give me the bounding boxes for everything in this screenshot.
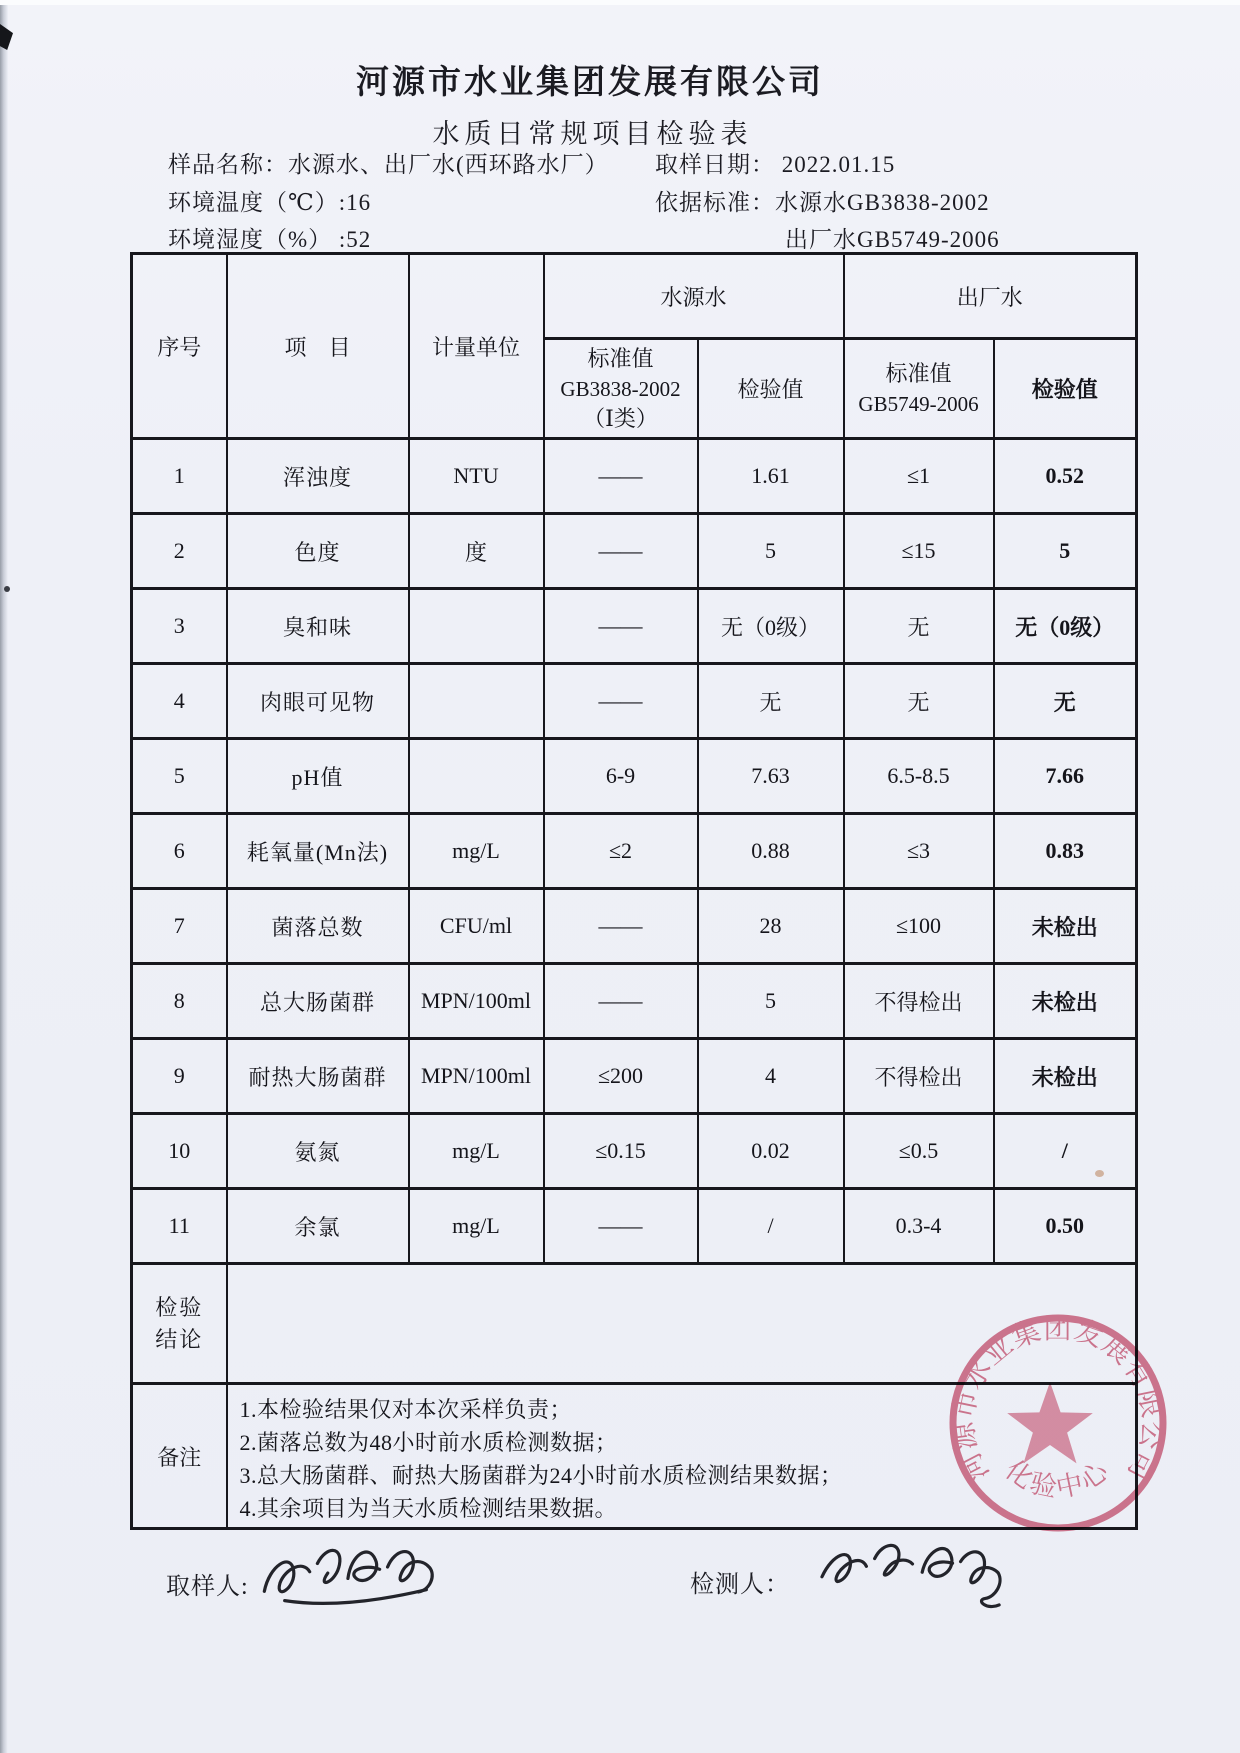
cell-out_val: 无 xyxy=(994,664,1137,739)
cell-out_val: 7.66 xyxy=(994,739,1137,814)
cell-item: 余氯 xyxy=(227,1189,409,1264)
cell-out_val: 未检出 xyxy=(994,964,1137,1039)
cell-out_std: 0.3-4 xyxy=(844,1189,994,1264)
cell-no: 3 xyxy=(132,589,227,664)
standard-line xyxy=(655,184,990,217)
cell-out_val: / xyxy=(994,1114,1137,1189)
cell-out_val: 未检出 xyxy=(994,1039,1137,1114)
table-row xyxy=(132,964,1137,1039)
cell-item: 肉眼可见物 xyxy=(227,664,409,739)
table-row xyxy=(132,664,1137,739)
cell-src_std: —— xyxy=(544,439,698,514)
cell-unit xyxy=(409,589,544,664)
document-title: 水质日常规项目检验表 xyxy=(432,119,753,149)
cell-src_val: 0.88 xyxy=(698,814,844,889)
cell-src_val: 无 xyxy=(698,664,844,739)
cell-out_val: 0.83 xyxy=(994,814,1137,889)
cell-out_std: 无 xyxy=(844,664,994,739)
cell-no: 4 xyxy=(132,664,227,739)
stamp-star xyxy=(1007,1382,1093,1463)
env-humidity-label: 环境湿度（%） xyxy=(168,227,333,252)
cell-item: 氨氮 xyxy=(227,1114,409,1189)
cell-item: 总大肠菌群 xyxy=(227,964,409,1039)
header-source-standard-line1: 标准值 xyxy=(587,345,654,371)
cell-src_val: 1.61 xyxy=(698,439,844,514)
remark-label: 备注 xyxy=(132,1384,227,1529)
header-source-standard xyxy=(544,339,698,439)
sampling-date-line xyxy=(655,146,895,179)
table-row xyxy=(132,1114,1137,1189)
cell-src_std: ≤2 xyxy=(544,814,698,889)
standard-finished-line xyxy=(785,221,1000,254)
cell-out_std: 不得检出 xyxy=(844,964,994,1039)
env-temp-line xyxy=(168,184,371,217)
cell-item: 色度 xyxy=(227,514,409,589)
standard-source-value: 水源水GB3838-2002 xyxy=(775,190,990,215)
conclusion-label xyxy=(132,1264,227,1384)
cell-out_val: 未检出 xyxy=(994,889,1137,964)
table-row xyxy=(132,739,1137,814)
remark-line: 2.菌落总数为48小时前水质检测数据； xyxy=(239,1429,618,1455)
header-col-item: 项 目 xyxy=(227,254,409,439)
sampling-date-value: 2022.01.15 xyxy=(781,152,896,177)
cell-unit: 度 xyxy=(409,514,544,589)
cell-unit: MPN/100ml xyxy=(409,1039,544,1114)
cell-out_std: 6.5-8.5 xyxy=(844,739,994,814)
env-humidity-line xyxy=(168,221,371,254)
cell-out_std: ≤100 xyxy=(844,889,994,964)
cell-src_std: —— xyxy=(544,1189,698,1264)
cell-no: 8 xyxy=(132,964,227,1039)
sample-name-label: 样品名称： xyxy=(168,152,288,177)
header-finished-standard-line2: GB5749-2006 xyxy=(858,391,979,416)
table-data-rows xyxy=(132,439,1137,1264)
stamp-ring-text: 河源市水业集团发展有限公司 xyxy=(948,1313,1168,1487)
cell-no: 5 xyxy=(132,739,227,814)
table-row xyxy=(132,589,1137,664)
stamp-center-text: 化验中心 xyxy=(999,1454,1117,1504)
cell-out_val: 0.52 xyxy=(994,439,1137,514)
conclusion-label-line2: 结论 xyxy=(155,1326,204,1352)
sample-name-value: 水源水、出厂水(西环路水厂） xyxy=(288,152,609,177)
header-source-value: 检验值 xyxy=(698,339,844,439)
cell-out_std: ≤15 xyxy=(844,514,994,589)
company-seal-stamp xyxy=(938,1303,1178,1543)
cell-no: 7 xyxy=(132,889,227,964)
cell-out_std: ≤1 xyxy=(844,439,994,514)
sampler-signature xyxy=(250,1532,470,1627)
cell-src_val: 5 xyxy=(698,964,844,1039)
conclusion-label-line1: 检验 xyxy=(155,1294,204,1320)
cell-src_val: 28 xyxy=(698,889,844,964)
cell-item: 耐热大肠菌群 xyxy=(227,1039,409,1114)
cell-item: 浑浊度 xyxy=(227,439,409,514)
table-row xyxy=(132,814,1137,889)
cell-src_val: 无（0级） xyxy=(698,589,844,664)
remark-line: 1.本检验结果仅对本次采样负责； xyxy=(239,1396,573,1422)
cell-item: 臭和味 xyxy=(227,589,409,664)
cell-src_std: —— xyxy=(544,964,698,1039)
header-source-standard-line3: （Ⅰ类） xyxy=(583,405,658,431)
cell-out_std: ≤0.5 xyxy=(844,1114,994,1189)
cell-unit: NTU xyxy=(409,439,544,514)
cell-unit xyxy=(409,664,544,739)
env-humidity-value: :52 xyxy=(338,227,372,252)
cell-no: 10 xyxy=(132,1114,227,1189)
header-col-no: 序号 xyxy=(132,254,227,439)
table-row xyxy=(132,439,1137,514)
cell-unit: mg/L xyxy=(409,814,544,889)
cell-no: 2 xyxy=(132,514,227,589)
cell-src_std: —— xyxy=(544,514,698,589)
scan-artifact xyxy=(4,586,10,592)
cell-src_std: —— xyxy=(544,664,698,739)
cell-src_std: ≤0.15 xyxy=(544,1114,698,1189)
header-finished-standard xyxy=(844,339,994,439)
cell-src_std: 6-9 xyxy=(544,739,698,814)
header-finished-standard-line1: 标准值 xyxy=(885,360,952,386)
table-row xyxy=(132,1039,1137,1114)
cell-out_std: 不得检出 xyxy=(844,1039,994,1114)
scan-edge-top xyxy=(0,0,1240,5)
cell-out_std: 无 xyxy=(844,589,994,664)
sample-name-line xyxy=(168,146,609,179)
cell-src_std: —— xyxy=(544,889,698,964)
cell-no: 6 xyxy=(132,814,227,889)
cell-src_val: 7.63 xyxy=(698,739,844,814)
cell-no: 11 xyxy=(132,1189,227,1264)
header-group-finished-water: 出厂水 xyxy=(844,254,1137,339)
cell-unit: MPN/100ml xyxy=(409,964,544,1039)
company-title: 河源市水业集团发展有限公司 xyxy=(356,65,824,101)
cell-out_std: ≤3 xyxy=(844,814,994,889)
cell-src_std: ≤200 xyxy=(544,1039,698,1114)
table-row xyxy=(132,514,1137,589)
remark-line: 4.其余项目为当天水质检测结果数据。 xyxy=(239,1495,618,1521)
cell-item: 菌落总数 xyxy=(227,889,409,964)
header-source-standard-line2: GB3838-2002 xyxy=(560,376,681,401)
cell-unit xyxy=(409,739,544,814)
cell-out_val: 5 xyxy=(994,514,1137,589)
tester-label: 检测人： xyxy=(690,1572,790,1598)
sampler-label: 取样人: xyxy=(166,1574,249,1600)
cell-src_val: / xyxy=(698,1189,844,1264)
cell-src_std: —— xyxy=(544,589,698,664)
cell-out_val: 无（0级） xyxy=(994,589,1137,664)
cell-out_val: 0.50 xyxy=(994,1189,1137,1264)
scan-edge-left xyxy=(0,0,8,1753)
remark-line: 3.总大肠菌群、耐热大肠菌群为24小时前水质检测结果数据； xyxy=(239,1462,843,1488)
cell-unit: mg/L xyxy=(409,1189,544,1264)
table-row xyxy=(132,1189,1137,1264)
cell-src_val: 4 xyxy=(698,1039,844,1114)
standard-finished-value: 出厂水GB5749-2006 xyxy=(785,227,1000,252)
cell-item: 耗氧量(Mn法) xyxy=(227,814,409,889)
header-finished-value: 检验值 xyxy=(994,339,1137,439)
cell-no: 1 xyxy=(132,439,227,514)
tester-signature xyxy=(810,1528,1020,1628)
cell-unit: mg/L xyxy=(409,1114,544,1189)
header-col-unit: 计量单位 xyxy=(409,254,544,439)
cell-src_val: 5 xyxy=(698,514,844,589)
sampling-date-label: 取样日期： xyxy=(655,152,775,177)
cell-src_val: 0.02 xyxy=(698,1114,844,1189)
table-row xyxy=(132,889,1137,964)
env-temp-label: 环境温度（℃） xyxy=(168,190,339,215)
standard-label: 依据标准： xyxy=(655,190,775,215)
cell-no: 9 xyxy=(132,1039,227,1114)
env-temp-value: :16 xyxy=(338,190,372,215)
cell-item: pH值 xyxy=(227,739,409,814)
cell-unit: CFU/ml xyxy=(409,889,544,964)
header-group-source-water: 水源水 xyxy=(544,254,844,339)
